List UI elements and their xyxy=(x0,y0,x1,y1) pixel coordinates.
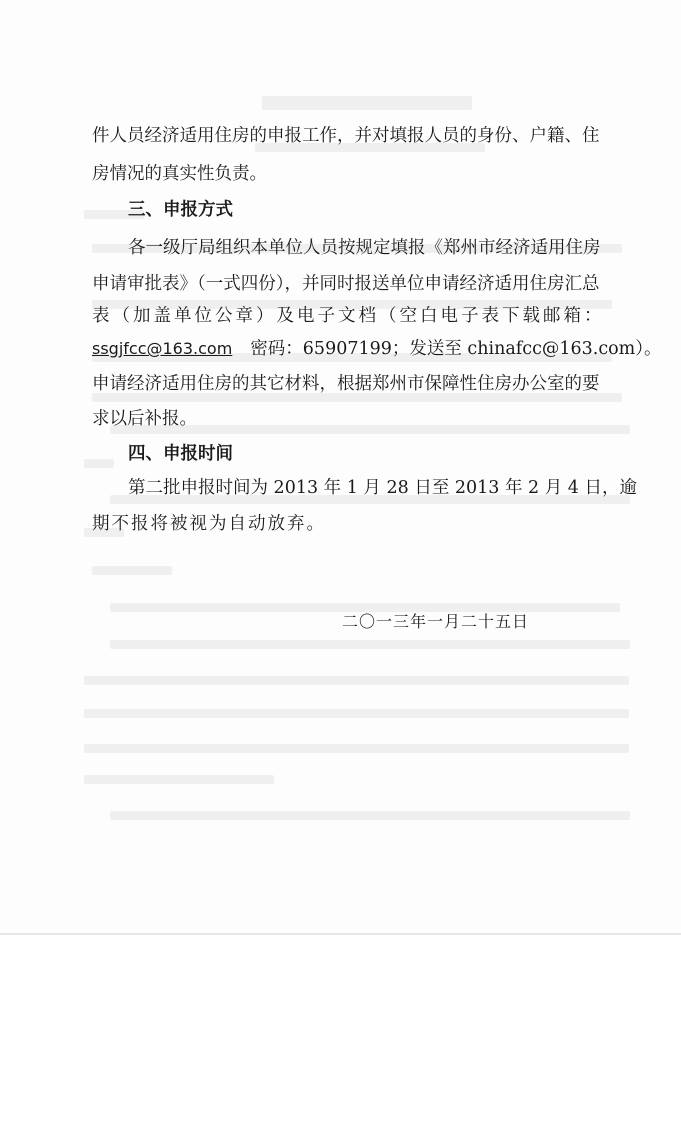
paragraph-line: 件人员经济适用住房的申报工作，并对填报人员的身份、户籍、住 xyxy=(92,126,600,146)
paragraph-line: 期不报将被视为自动放弃。 xyxy=(92,514,326,534)
paragraph-line: 申请经济适用住房的其它材料，根据郑州市保障性住房办公室的要 xyxy=(92,374,600,394)
signature-date: 二〇一三年一月二十五日 xyxy=(342,612,530,631)
download-email-link[interactable]: ssgjfcc@163.com xyxy=(92,339,233,358)
paragraph-line: 房情况的真实性负责。 xyxy=(92,164,267,184)
paragraph-line: 求以后补报。 xyxy=(92,409,197,429)
paragraph-line: 申请审批表》（一式四份），并同时报送单位申请经济适用住房汇总 xyxy=(92,274,600,294)
section-heading: 四、申报时间 xyxy=(128,444,233,464)
password-and-send-text: 密码：65907199；发送至 chinafcc@163.com）。 xyxy=(250,339,662,359)
paragraph-line: 第二批申报时间为 2013 年 1 月 28 日至 2013 年 2 月 4 日，逾 xyxy=(128,478,637,498)
email-line xyxy=(92,338,662,360)
paragraph-line: 表（加盖单位公章）及电子文档（空白电子表下载邮箱： xyxy=(92,306,605,326)
paragraph-line: 各一级厅局组织本单位人员按规定填报《郑州市经济适用住房 xyxy=(128,238,601,258)
section-heading: 三、申报方式 xyxy=(128,200,233,220)
